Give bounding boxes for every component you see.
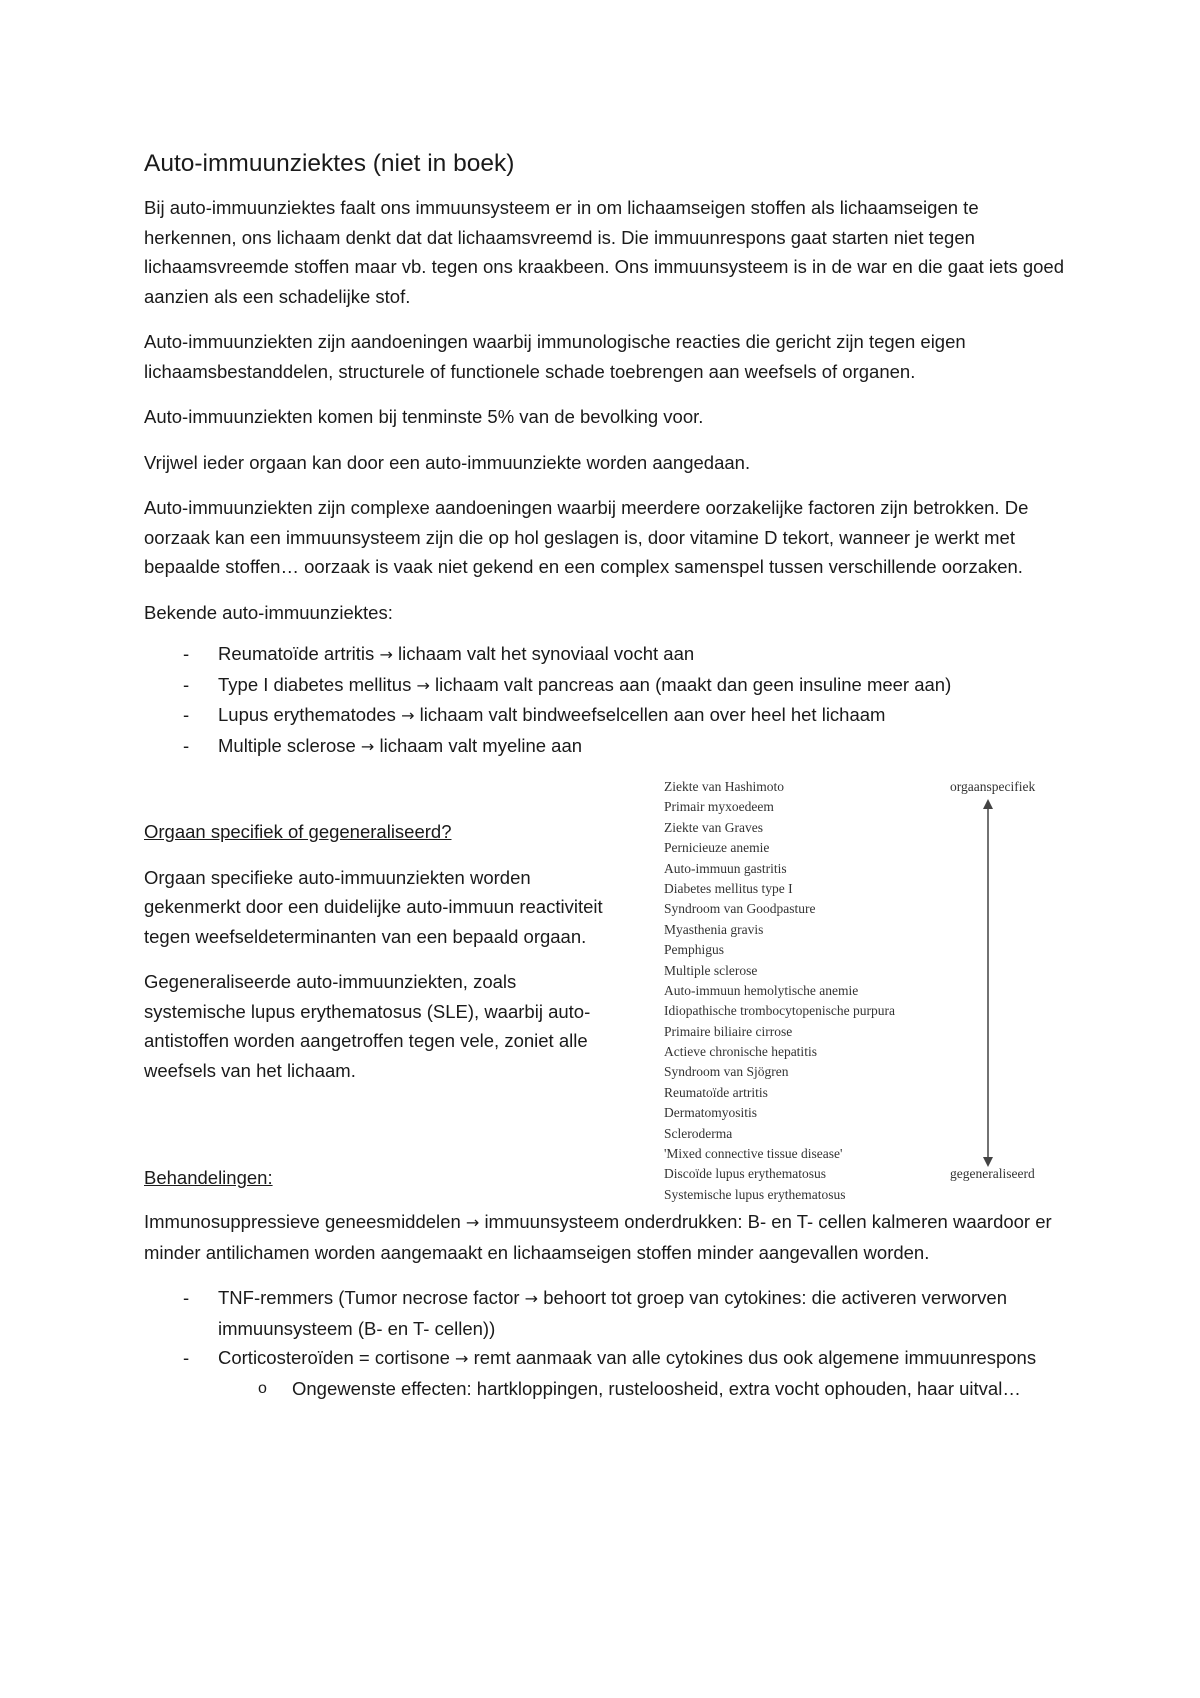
figure-item: Systemische lupus erythematosus [664, 1186, 846, 1202]
known-diseases-heading: Bekende auto-immuunziektes: [144, 601, 393, 623]
figure-item: Ziekte van Hashimoto [664, 779, 784, 794]
arrow-right-icon: → [524, 1289, 539, 1308]
list-item: - Type I diabetes mellitus → lichaam valt pancreas aan (maakt dan geen insuline meer aan) [144, 670, 1064, 701]
figure-item: Diabetes mellitus type I [664, 880, 793, 896]
double-arrow-icon [980, 799, 996, 1167]
figure-item: Reumatoïde artritis [664, 1084, 768, 1100]
organ-section-heading: Orgaan specifiek of gegeneraliseerd? [144, 821, 452, 842]
figure-item: Idiopathische trombocytopenische purpura [664, 1003, 895, 1019]
list-item: - TNF-remmers (Tumor necrose factor → behoort tot groep van cytokines: die activeren verworven immuunsysteem (B- en T- cellen)) [144, 1283, 1064, 1343]
intro-paragraph: Bij auto-immuunziektes faalt ons immuunsysteem er in om lichaamseigen stoffen als lichaamseigen te herkennen, ons lichaam denkt dat dat lichaamsvreemd is. Die immuunrespons gaat starten niet tegen lichaamsvreemde stoffen maar vb. tegen ons kraakbeen. Ons immuunsysteem is in de war en die gaat iets goed aanzien als een schadelijke stof. [144, 197, 1065, 307]
autoimmune-spectrum-figure [664, 777, 1084, 1202]
figure-item: Pernicieuze anemie [664, 840, 770, 856]
figure-item: Actieve chronische hepatitis [664, 1044, 817, 1060]
figure-item: Syndroom van Sjögren [664, 1064, 789, 1080]
treatment-heading: Behandelingen: [144, 1167, 273, 1188]
list-item: - Multiple sclerose → lichaam valt myeline aan [144, 731, 1064, 762]
arrow-right-icon: → [379, 645, 393, 664]
figure-item: Auto-immuun hemolytische anemie [664, 982, 859, 998]
list-item: - Reumatoïde artritis → lichaam valt het synoviaal vocht aan [144, 639, 1064, 670]
figure-item: Syndroom van Goodpasture [664, 901, 816, 917]
organ-specific-paragraph: Orgaan specifieke auto-immuunziekten worden gekenmerkt door een duidelijke auto-immuun reactiviteit tegen weefseldeterminanten van een bepaald orgaan. [144, 866, 603, 947]
treatment-list [144, 1283, 1064, 1403]
arrow-right-icon: → [416, 675, 430, 695]
cause-paragraph: Auto-immuunziekten zijn complexe aandoeningen waarbij meerdere oorzakelijke factoren zijn betrokken. De oorzaak kan een immuunsysteem zijn die op hol geslagen is, door vitamine D tekort, wanneer je werkt met bepaalde stoffen… oorzaak is vaak niet gekend en een complex samenspel tussen verschillende oorzaken. [144, 497, 1029, 577]
page-title: Auto-immuunziektes (niet in boek) [144, 150, 515, 177]
figure-item: Primaire biliaire cirrose [664, 1023, 793, 1039]
figure-item: Ziekte van Graves [664, 819, 763, 835]
definition-paragraph: Auto-immuunziekten zijn aandoeningen waarbij immunologische reacties die gericht zijn tegen eigen lichaamsbestanddelen, structurele of functionele schade toebrengen aan weefsels of organen. [144, 331, 966, 382]
known-diseases-list [144, 639, 1064, 761]
organ-text-column [144, 777, 604, 1188]
arrow-right-icon: → [401, 706, 415, 725]
arrow-right-icon: → [455, 1349, 469, 1368]
figure-item: Auto-immuun gastritis [664, 860, 787, 876]
figure-item: Multiple sclerose [664, 962, 758, 978]
figure-item: Primair myxoedeem [664, 799, 774, 815]
generalized-paragraph: Gegeneraliseerde auto-immuunziekten, zoals systemische lupus erythematosus (SLE), waarbij auto-antistoffen worden aangetroffen tegen vele, zoniet alle weefsels van het lichaam. [144, 971, 591, 1081]
figure-item: Discoïde lupus erythematosus [664, 1166, 826, 1182]
figure-item: Myasthenia gravis [664, 921, 764, 937]
organ-paragraph: Vrijwel ieder orgaan kan door een auto-immuunziekte worden aangedaan. [144, 451, 751, 473]
list-item: - Corticosteroïden = cortisone → remt aanmaak van alle cytokines dus ook algemene immuunrespons o Ongewenste effecten: hartkloppingen, rusteloosheid, extra vocht ophouden, haar uitval… [144, 1343, 1064, 1403]
figure-disease-list [664, 777, 895, 1205]
figure-bottom-label: gegeneraliseerd [950, 1166, 1035, 1181]
side-effects-list [218, 1374, 1064, 1404]
document-body [144, 148, 1064, 1419]
list-item: - Lupus erythematodes → lichaam valt bindweefselcellen aan over heel het lichaam [144, 700, 1064, 731]
figure-top-label: orgaanspecifiek [950, 779, 1036, 794]
organ-section [144, 777, 1064, 1202]
prevalence-paragraph: Auto-immuunziekten komen bij tenminste 5% van de bevolking voor. [144, 406, 704, 427]
figure-item: 'Mixed connective tissue disease' [664, 1146, 843, 1162]
figure-item: Scleroderma [664, 1125, 733, 1141]
treatment-intro: Immunosuppressieve geneesmiddelen → immuunsysteem onderdrukken: B- en T- cellen kalmeren waardoor er minder antilichamen worden aangemaakt en lichaamseigen stoffen minder aangevallen worden. [144, 1211, 1052, 1263]
arrow-right-icon: → [360, 736, 375, 756]
figure-item: Dermatomyositis [664, 1105, 757, 1121]
arrow-right-icon: → [465, 1213, 480, 1232]
list-item: o Ongewenste effecten: hartkloppingen, rusteloosheid, extra vocht ophouden, haar uitval… [218, 1374, 1064, 1404]
figure-item: Pemphigus [664, 942, 725, 958]
